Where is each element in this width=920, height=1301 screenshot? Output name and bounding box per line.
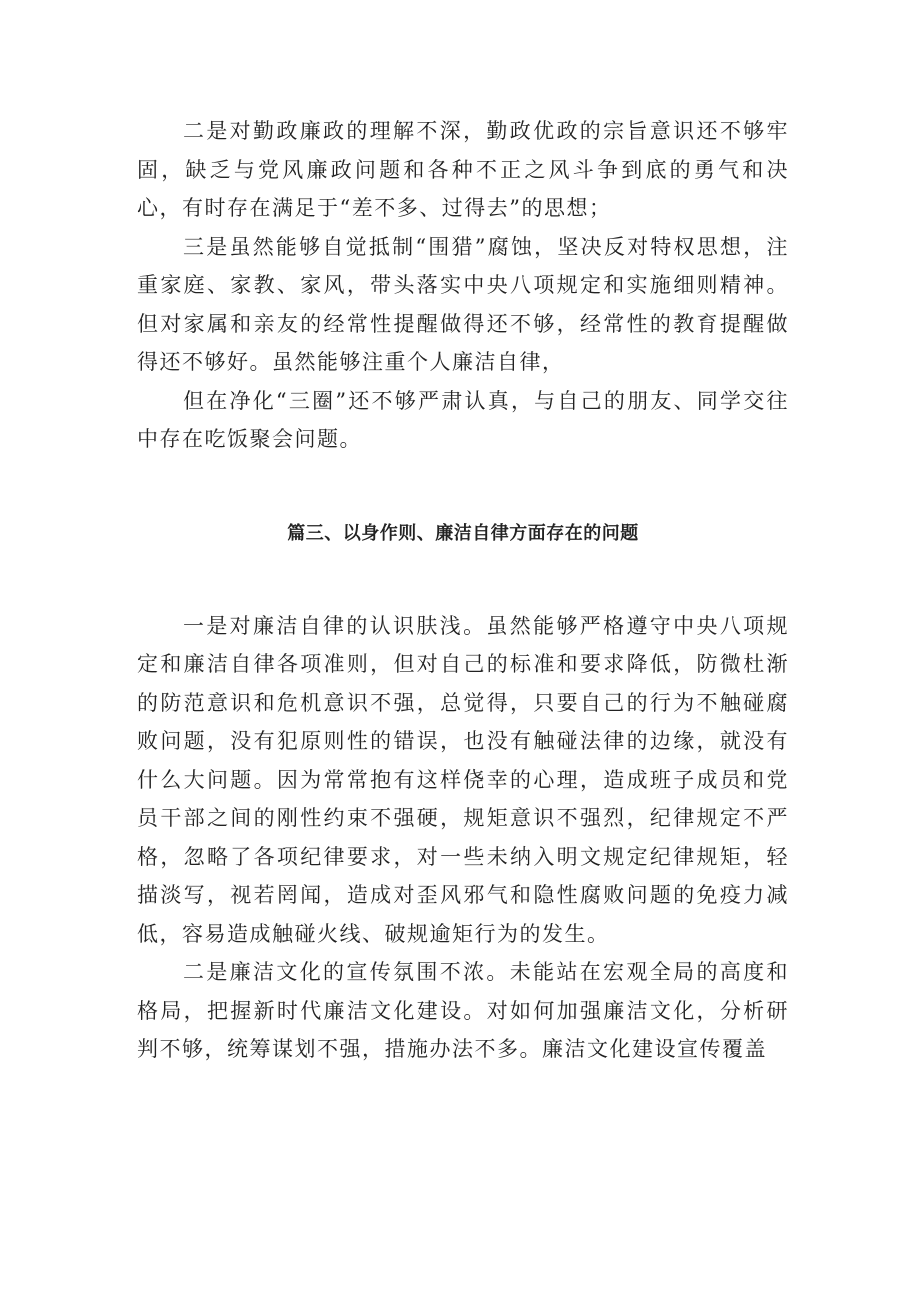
paragraph-continuation: 但在净化“三圈”还不够严肃认真，与自己的朋友、同学交往中存在吃饭聚会问题。 (137, 388, 789, 451)
spacer (137, 459, 789, 519)
document-body (137, 112, 789, 1069)
paragraph-item-three: 三是虽然能够自觉抵制“围猎”腐蚀，坚决反对特权思想，注重家庭、家教、家风，带头落实中央八项规定和实施细则精神。但对家属和亲友的经常性提醒做得还不够，经常性的教育提醒做得还不够好。虽然能够注重个人廉洁自律， (137, 234, 789, 374)
paragraph-item-two: 二是对勤政廉政的理解不深，勤政优政的宗旨意识还不够牢固，缺乏与党风廉政问题和各种不正之风斗争到底的勇气和决心，有时存在满足于“差不多、过得去”的思想； (137, 119, 789, 220)
spacer (137, 549, 789, 607)
section-heading: 篇三、以身作则、廉洁自律方面存在的问题 (287, 522, 639, 544)
paragraph-item-two-culture: 二是廉洁文化的宣传氛围不浓。未能站在宏观全局的高度和格局，把握新时代廉洁文化建设。对如何加强廉洁文化，分析研判不够，统筹谋划不强，措施办法不多。廉洁文化建设宣传覆盖 (137, 960, 789, 1061)
paragraph-item-one: 一是对廉洁自律的认识肤浅。虽然能够严格遵守中央八项规定和廉洁自律各项准则，但对自己的标准和要求降低，防微杜渐的防范意识和危机意识不强，总觉得，只要自己的行为不触碰腐败问题，没有犯原则性的错误，也没有触碰法律的边缘，就没有什么大问题。因为常常抱有这样侥幸的心理，造成班子成员和党员干部之间的刚性约束不强硬，规矩意识不强烈，纪律规定不严格，忽略了各项纪律要求，对一些未纳入明文规定纪律规矩，轻描淡写，视若罔闻，造成对歪风邪气和隐性腐败问题的免疫力减低，容易造成触碰火线、破规逾矩行为的发生。 (137, 613, 789, 946)
